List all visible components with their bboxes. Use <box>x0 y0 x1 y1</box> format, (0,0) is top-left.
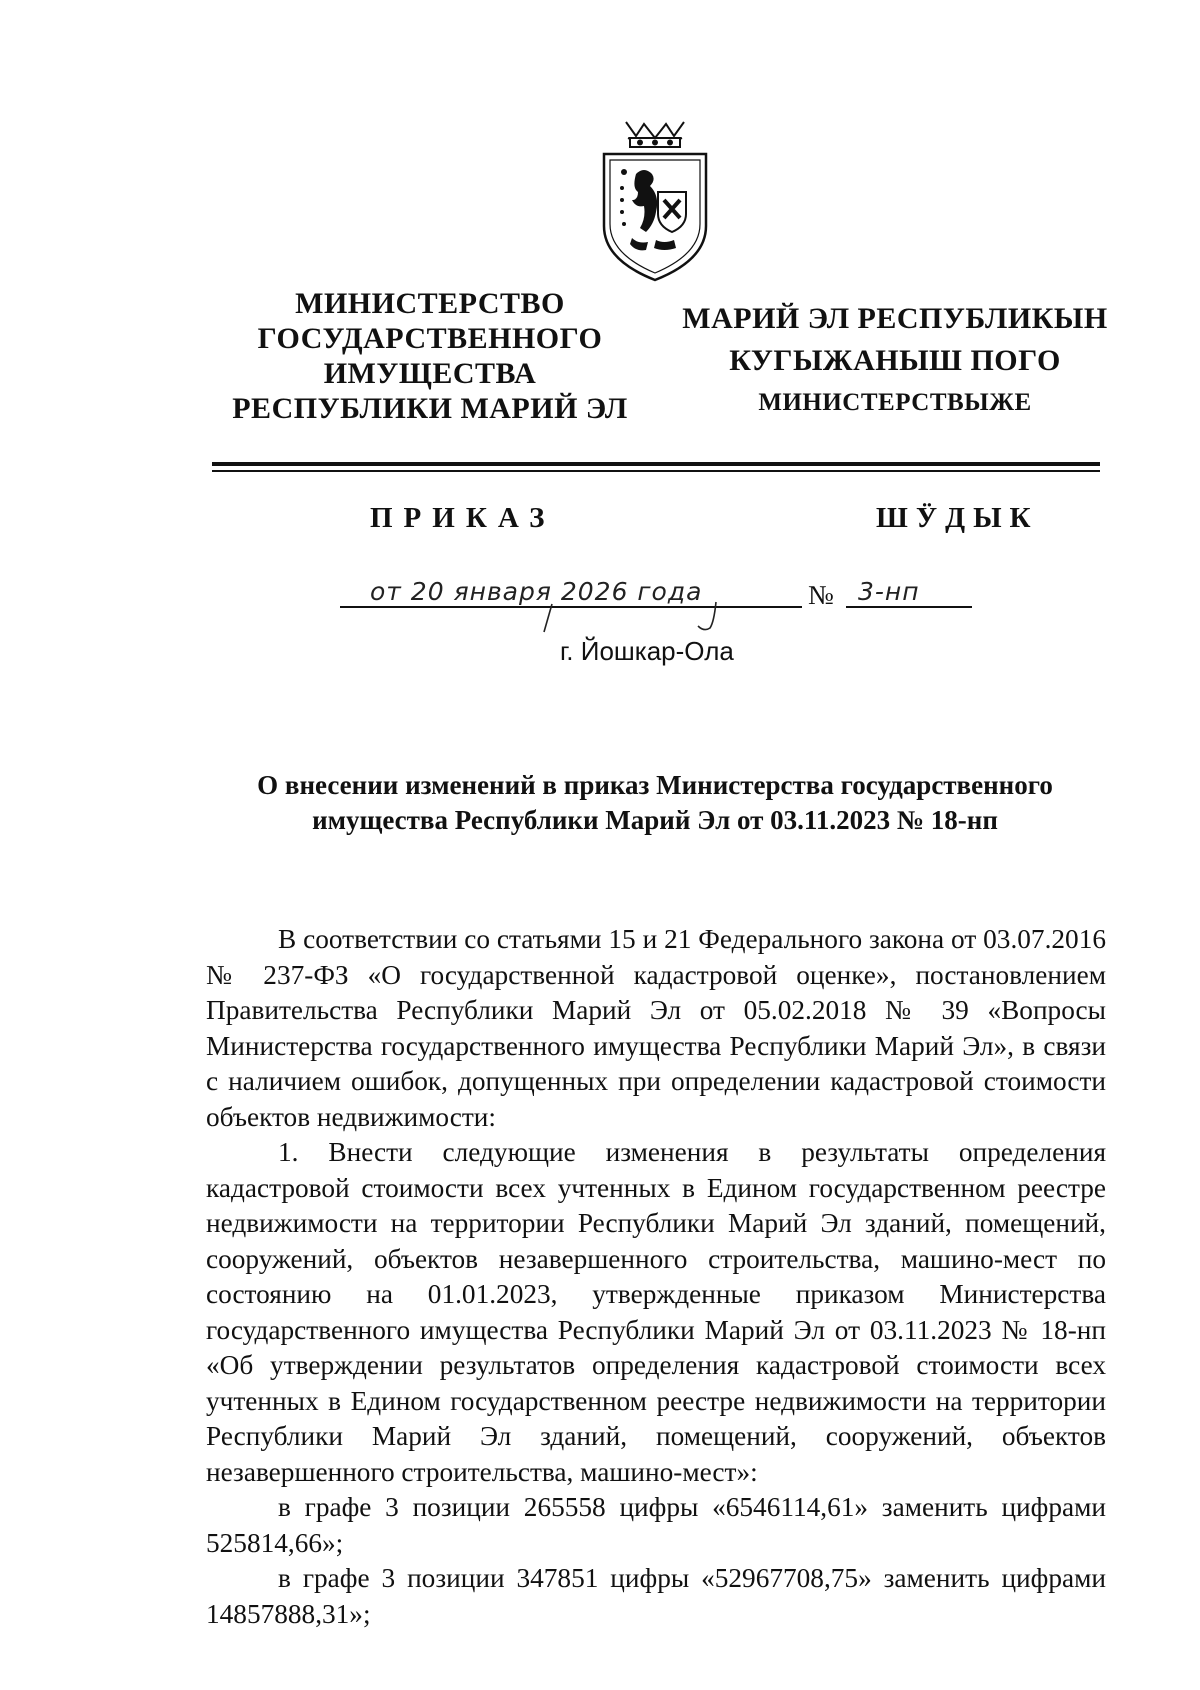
handwritten-number: 3-нп <box>858 577 920 606</box>
ministry-name-line: МИНИСТЕРСТВЫЖЕ <box>758 389 1032 416</box>
handwritten-date: от 20 января 2026 года <box>370 577 703 606</box>
ministry-name-line: КУГЫЖАНЫШ ПОГО <box>729 344 1061 377</box>
city: г. Йошкар-Ола <box>560 636 734 666</box>
ministry-name-russian <box>200 286 660 426</box>
subject-line: имущества Республики Марий Эл от 03.11.2023 № 18-нп <box>312 805 998 835</box>
body-paragraph: в графе 3 позиции 265558 цифры «6546114,61» заменить цифрами 525814,66»; <box>206 1492 1106 1558</box>
number-field <box>846 576 972 608</box>
ministry-name-line: МАРИЙ ЭЛ РЕСПУБЛИКЫН <box>682 302 1108 335</box>
header-divider-thin <box>212 470 1100 472</box>
ministry-name-line: ГОСУДАРСТВЕННОГО <box>257 322 603 355</box>
ministry-name-line: ИМУЩЕСТВА <box>323 357 537 390</box>
doc-type-russian: ПРИКАЗ <box>370 502 556 534</box>
ministry-name-line: МИНИСТЕРСТВО <box>295 287 565 320</box>
document-body <box>206 922 1106 1632</box>
body-paragraph: 1. Внести следующие изменения в результаты определения кадастровой стоимости всех учтенных в Едином государственном реестре недвижимости на территории Республики Марий Эл зданий, помещений, сооружений, объектов незавершенного строительства, машино-мест по состоянию на 01.01.2023, утвержденные приказом Министерства государственного имущества Республики Марий Эл от 03.11.2023 № 18-нп «Об утверждении результатов определения кадастровой стоимости всех учтенных в Едином государственном реестре недвижимости на территории Республики Марий Эл зданий, помещений, сооружений, объектов незавершенного строительства, машино-мест»: <box>206 1137 1106 1487</box>
doc-type-mari: ШӰДЫК <box>876 502 1039 534</box>
subject-line: О внесении изменений в приказ Министерства государственного <box>257 770 1053 800</box>
handwriting-strokes <box>520 600 740 640</box>
ministry-name-line: РЕСПУБЛИКИ МАРИЙ ЭЛ <box>232 392 628 425</box>
body-paragraph: в графе 3 позиции 347851 цифры «52967708,75» заменить цифрами 14857888,31»; <box>206 1563 1106 1629</box>
coat-of-arms-icon <box>596 118 714 284</box>
number-sign: № <box>808 580 834 610</box>
body-paragraph: В соответствии со статьями 15 и 21 Федерального закона от 03.07.2016 № 237-ФЗ «О государственной кадастровой оценке», постановлением Правительства Республики Марий Эл от 05.02.2018 № 39 «Вопросы Министерства государственного имущества Республики Марий Эл», в связи с наличием ошибок, допущенных при определении кадастровой стоимости объектов недвижимости: <box>206 924 1106 1132</box>
ministry-name-mari <box>680 298 1110 424</box>
header-divider-thick <box>212 462 1100 466</box>
document-subject <box>170 768 1140 838</box>
